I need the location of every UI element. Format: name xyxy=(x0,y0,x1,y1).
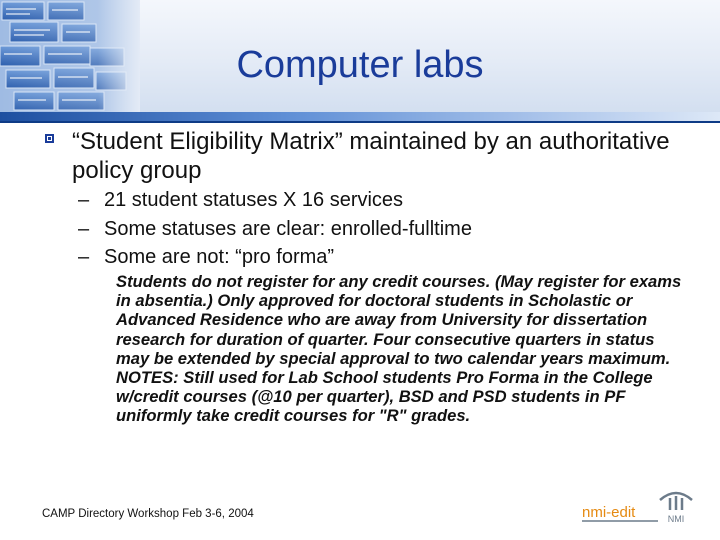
sub-bullet xyxy=(78,217,638,241)
sub-bullet-text: 21 student statuses X 16 services xyxy=(104,189,404,211)
sub-bullet-text: Some statuses are clear: enrolled-fulltime xyxy=(104,218,472,240)
nmi-edit-logo-text: nmi-edit xyxy=(582,504,636,521)
sub-bullet-dash: – xyxy=(78,189,90,211)
main-bullet-text: “Student Eligibility Matrix” maintained by an authoritative policy group xyxy=(72,128,670,184)
nmi-logo-text: NMI xyxy=(667,514,685,524)
sub-bullet xyxy=(78,245,638,269)
sub-bullet xyxy=(78,188,638,212)
header-accent-line xyxy=(0,121,720,123)
header-banner xyxy=(0,0,720,112)
sub-bullet-dash: – xyxy=(78,246,90,268)
slide-title: Computer labs xyxy=(236,44,484,86)
nmi-edit-logo xyxy=(580,500,660,524)
header-accent-bar xyxy=(0,112,720,121)
sub-bullet-text: Some are not: “pro forma” xyxy=(104,246,335,268)
sub-bullet-dash: – xyxy=(78,218,90,240)
pro-forma-detail-text: Students do not register for any credit courses. (May register for exams in absentia.) Only approved for doctoral students in Scholastic or Advanced Residence who are away from University for dissertation research for duration of quarter. Four consecutive quarters in status may be extended by special approval to two calendar years maximum. NOTES: Still used for Lab School students Pro Forma in the College w/credit courses (@10 per quarter), BSD and PSD students in PF uniformly take credit courses for "R" grades. xyxy=(116,272,682,426)
square-bullet-icon xyxy=(44,133,55,144)
nmi-logo xyxy=(656,486,696,526)
footer-text: CAMP Directory Workshop Feb 3-6, 2004 xyxy=(42,508,254,520)
header-collage-image xyxy=(0,0,140,112)
